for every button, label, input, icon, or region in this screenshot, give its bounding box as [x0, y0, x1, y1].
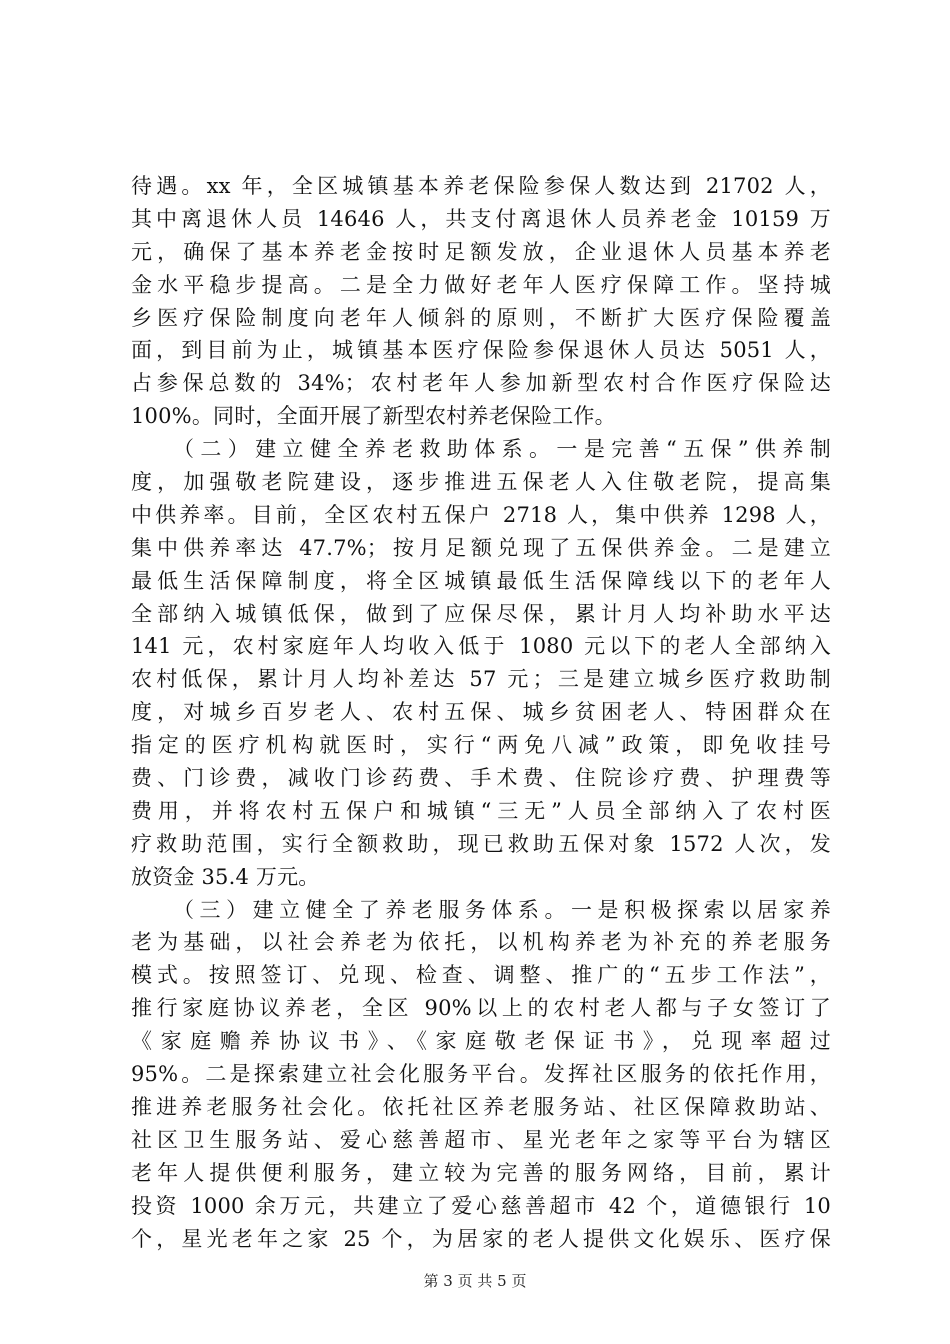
text-line: 费、门诊费，减收门诊药费、手术费、住院诊疗费、护理费等: [131, 766, 831, 791]
text-line: 农村低保，累计月人均补差达 57 元；三是建立城乡医疗救助制: [131, 667, 831, 692]
text-line: 其中离退休人员 14646 人，共支付离退休人员养老金 10159 万: [131, 206, 831, 231]
text-line: 乡医疗保险制度向老年人倾斜的原则，不断扩大医疗保险覆盖: [131, 305, 831, 330]
paragraph-end-line: 放资金 35.4 万元。: [131, 864, 320, 889]
text-line: 投资 1000 余万元，共建立了爱心慈善超市 42 个，道德银行 10: [131, 1193, 831, 1218]
text-line: 集中供养率达 47.7%；按月足额兑现了五保供养金。二是建立: [131, 535, 831, 560]
text-line: 指定的医疗机构就医时，实行“两免八减”政策，即免收挂号: [131, 733, 831, 758]
page-number-footer: 第 3 页 共 5 页: [423, 1272, 527, 1290]
text-line: 最低生活保障制度，将全区城镇最低生活保障线以下的老年人: [131, 568, 831, 593]
text-line: 141 元，农村家庭年人均收入低于 1080 元以下的老人全部纳入: [131, 634, 831, 659]
paragraph-start-line: （二）建立健全养老救助体系。一是完善“五保”供养制: [173, 437, 831, 462]
text-line: 费用，并将农村五保户和城镇“三无”人员全部纳入了农村医: [131, 798, 831, 823]
text-line: 老为基础，以社会养老为依托，以机构养老为补充的养老服务: [131, 930, 831, 955]
text-line: 待遇。xx 年，全区城镇基本养老保险参保人数达到 21702 人，: [131, 174, 831, 198]
text-line: 全部纳入城镇低保，做到了应保尽保，累计月人均补助水平达: [131, 601, 831, 626]
paragraph-end-line: 100%。同时，全面开展了新型农村养老保险工作。: [131, 404, 616, 429]
text-line: 占参保总数的 34%；农村老年人参加新型农村合作医疗保险达: [131, 371, 831, 396]
text-line: 元，确保了基本养老金按时足额发放，企业退休人员基本养老: [131, 239, 831, 264]
text-line: 推行家庭协议养老，全区 90%以上的农村老人都与子女签订了: [131, 996, 831, 1021]
text-line: 社区卫生服务站、爱心慈善超市、星光老年之家等平台为辖区: [131, 1127, 831, 1152]
text-line: 疗救助范围，实行全额救助，现已救助五保对象 1572 人次，发: [131, 831, 831, 856]
text-line: 个，星光老年之家 25 个，为居家的老人提供文化娱乐、医疗保: [131, 1226, 831, 1251]
body-text: [131, 170, 831, 1255]
text-line: 推进养老服务社会化。依托社区养老服务站、社区保障救助站、: [131, 1094, 831, 1119]
text-line: 《家庭赡养协议书》、《家庭敬老保证书》，兑现率超过: [131, 1029, 831, 1054]
text-line: 模式。按照签订、兑现、检查、调整、推广的“五步工作法”，: [131, 963, 831, 988]
text-line: 度，对城乡百岁老人、农村五保、城乡贫困老人、特困群众在: [131, 700, 831, 725]
text-line: 老年人提供便利服务，建立较为完善的服务网络，目前，累计: [131, 1160, 831, 1185]
text-line: 面，到目前为止，城镇基本医疗保险参保退休人员达 5051 人，: [131, 338, 831, 363]
text-line: 中供养率。目前，全区农村五保户 2718 人，集中供养 1298 人，: [131, 502, 831, 527]
paragraph-start-line: （三）建立健全了养老服务体系。一是积极探索以居家养: [173, 897, 831, 922]
text-line: 金水平稳步提高。二是全力做好老年人医疗保障工作。坚持城: [131, 272, 831, 297]
text-line: 95%。二是探索建立社会化服务平台。发挥社区服务的依托作用，: [131, 1062, 831, 1087]
text-line: 度，加强敬老院建设，逐步推进五保老人入住敬老院，提高集: [131, 470, 831, 495]
